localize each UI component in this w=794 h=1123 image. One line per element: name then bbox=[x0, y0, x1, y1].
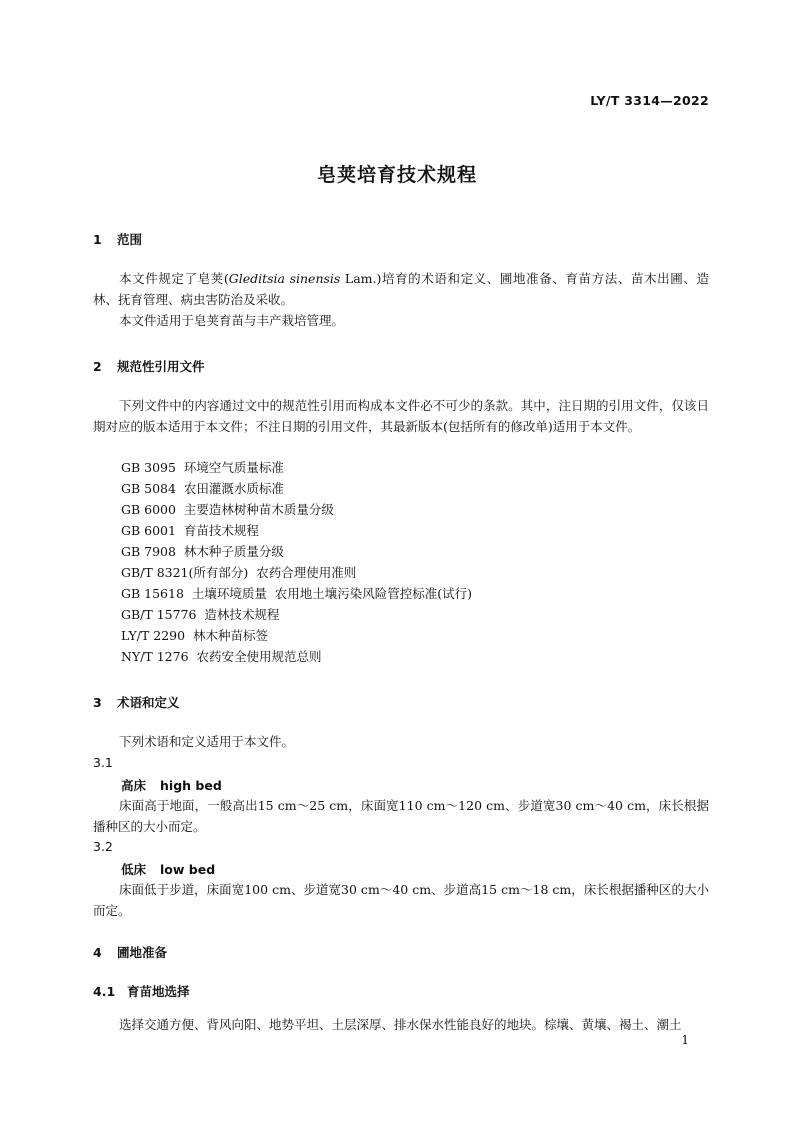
term-heading bbox=[121, 776, 222, 794]
normative-refs-intro: 下列文件中的内容通过文中的规范性引用而构成本文件必不可少的条款。其中，注日期的引用文件，仅该日期对应的版本适用于本文件；不注日期的引用文件，其最新版本(包括所有的修改单)适用于本文件。 bbox=[93, 398, 709, 434]
reference-item: GB/T 15776 造林技术规程 bbox=[121, 607, 280, 622]
scope-paragraph-1 bbox=[93, 268, 709, 310]
term-en: low bed bbox=[160, 862, 216, 877]
section-2-heading bbox=[93, 357, 205, 375]
term-en: high bed bbox=[160, 778, 222, 793]
term-definition: 床面高于地面，一般高出15 cm～25 cm，床面宽110 cm～120 cm、步道宽30 cm～40 cm，床长根据播种区的大小而定。 bbox=[93, 798, 709, 834]
section-title: 圃地准备 bbox=[117, 945, 168, 960]
subsection-number: 4.1 bbox=[93, 984, 116, 999]
terms-intro: 下列术语和定义适用于本文件。 bbox=[119, 734, 295, 749]
subsection-title: 育苗地选择 bbox=[127, 984, 190, 999]
reference-item: GB 3095 环境空气质量标准 bbox=[121, 460, 284, 475]
term-number: 3.1 bbox=[93, 755, 113, 770]
latin-name: Gleditsia sinensis bbox=[228, 271, 341, 286]
reference-item: NY/T 1276 农药安全使用规范总则 bbox=[121, 649, 322, 664]
section-number: 1 bbox=[93, 232, 102, 247]
term-definition: 床面低于步道，床面宽100 cm、步道宽30 cm～40 cm、步道高15 cm～18 cm，床长根据播种区的大小而定。 bbox=[93, 882, 709, 918]
section-title: 范围 bbox=[117, 232, 143, 247]
section-4-heading bbox=[93, 943, 167, 961]
section-title: 规范性引用文件 bbox=[117, 359, 205, 374]
section-number: 3 bbox=[93, 695, 102, 710]
term-heading bbox=[121, 860, 215, 878]
reference-item: GB 15618 土壤环境质量 农用地土壤污染风险管控标准(试行) bbox=[121, 586, 473, 601]
page-number: 1 bbox=[681, 1033, 689, 1047]
section-number: 4 bbox=[93, 945, 102, 960]
reference-item: GB 5084 农田灌溉水质标准 bbox=[121, 481, 284, 496]
term-number: 3.2 bbox=[93, 839, 113, 854]
document-title: 皂荚培育技术规程 bbox=[316, 164, 477, 186]
reference-item: GB 6001 育苗技术规程 bbox=[121, 523, 259, 538]
text: 本文件规定了皂荚( bbox=[119, 271, 229, 286]
reference-item: GB/T 8321(所有部分) 农药合理使用准则 bbox=[121, 565, 357, 580]
term-zh: 低床 bbox=[121, 862, 147, 877]
reference-item: LY/T 2290 林木种苗标签 bbox=[121, 628, 269, 643]
reference-item: GB 7908 林木种子质量分级 bbox=[121, 544, 284, 559]
subsection-4-1-heading bbox=[93, 982, 190, 1000]
reference-item: GB 6000 主要造林树种苗木质量分级 bbox=[121, 502, 334, 517]
text: Lam.)培育的术语和定义、圃地准备、育苗方法、苗木出圃、造林、抚育管理、病虫害防治及采收。 bbox=[93, 271, 709, 307]
section-3-heading bbox=[93, 693, 180, 711]
nursery-selection-paragraph: 选择交通方便、背风向阳、地势平坦、土层深厚、排水保水性能良好的地块。棕壤、黄壤、褐土、潮土 bbox=[119, 1017, 682, 1032]
section-1-heading bbox=[93, 230, 142, 248]
scope-paragraph-2: 本文件适用于皂荚育苗与丰产栽培管理。 bbox=[119, 313, 345, 328]
section-number: 2 bbox=[93, 359, 102, 374]
section-title: 术语和定义 bbox=[117, 695, 180, 710]
term-zh: 高床 bbox=[121, 778, 147, 793]
standard-number: LY/T 3314—2022 bbox=[590, 93, 709, 108]
